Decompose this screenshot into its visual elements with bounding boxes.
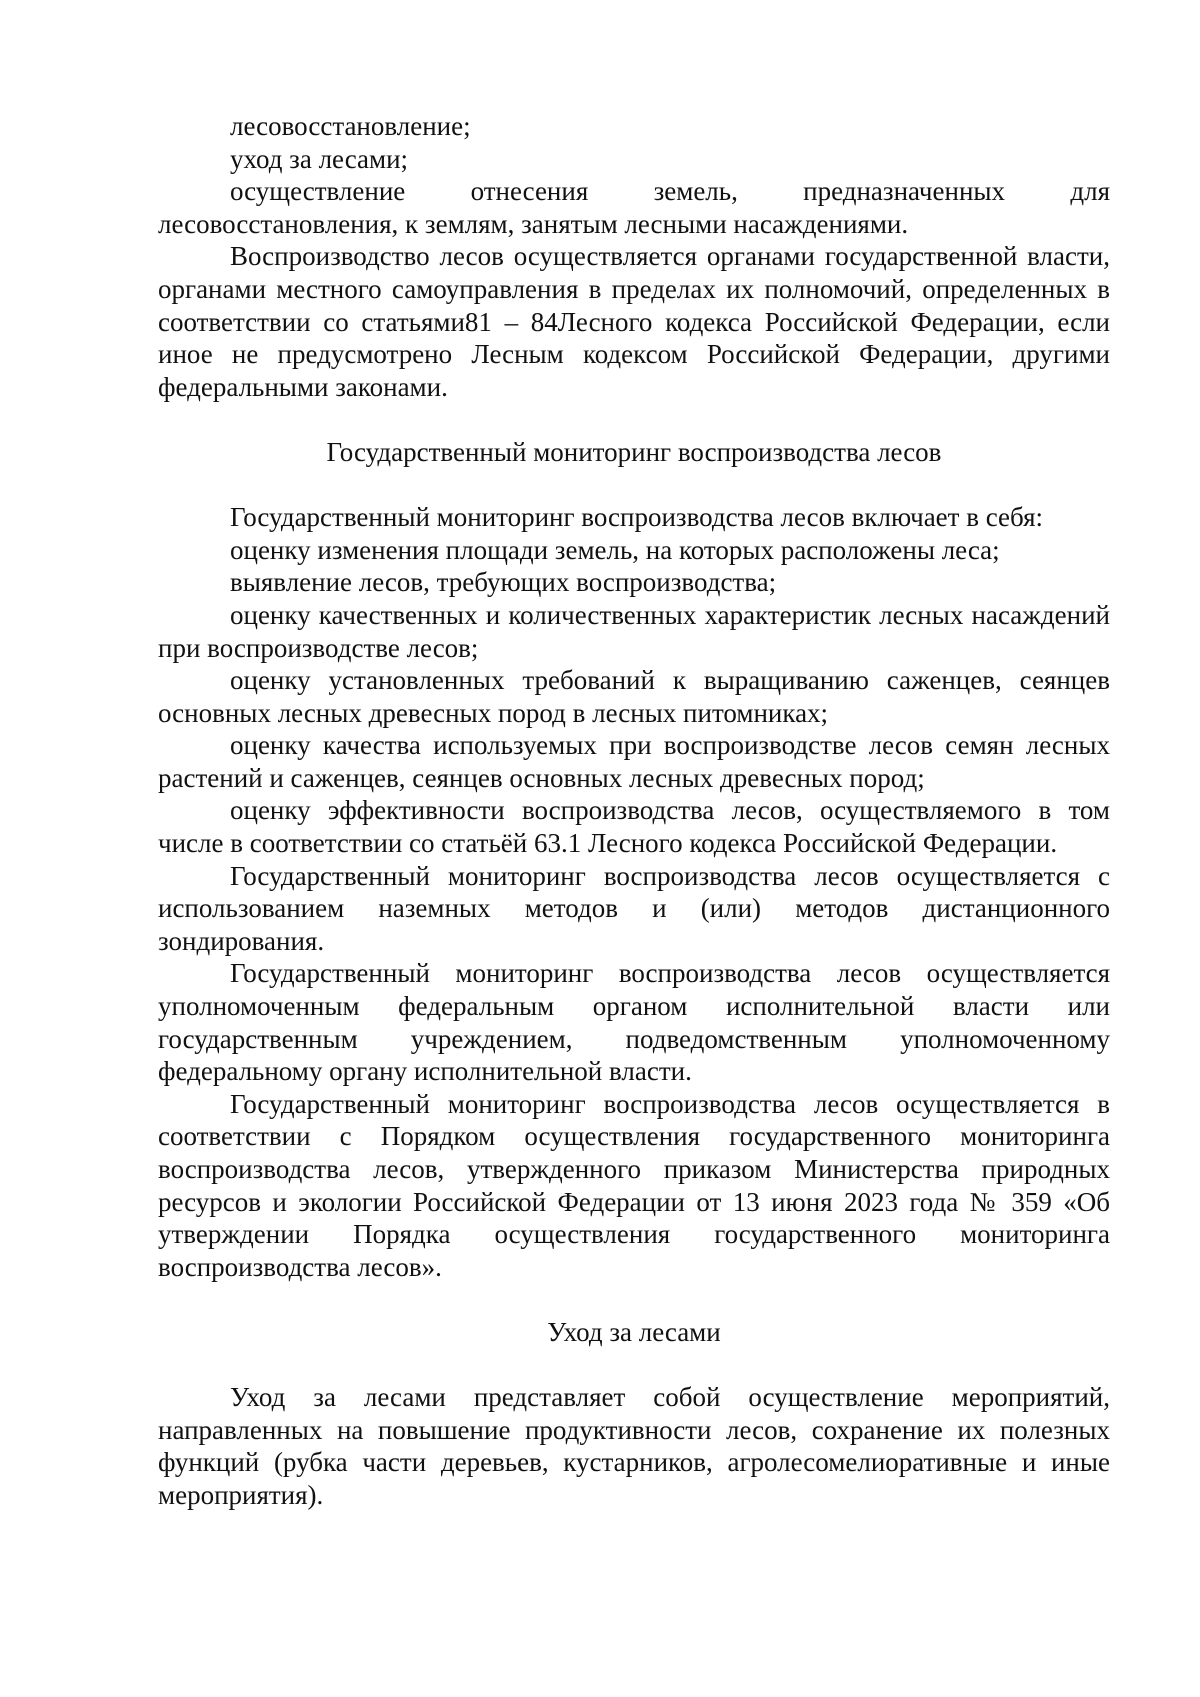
paragraph: Государственный мониторинг воспроизводства лесов осуществляется в соответствии с Порядком осуществления государственного мониторинга воспроизводства лесов, утвержденного приказом Министерства природных ресурсов и экологии Российской Федерации от 13 июня 2023 года № 359 «Об утверждении Порядка осуществления государственного мониторинга воспроизводства лесов». [158, 1088, 1110, 1282]
document-page [158, 110, 1110, 1512]
paragraph: Воспроизводство лесов осуществляется органами государственной власти, органами местного самоуправления в пределах их полномочий, определенных в соответствии со статьями81 – 84Лесного кодекса Российской Федерации, если иное не предусмотрено Лесным кодексом Российской Федерации, другими федеральными законами. [158, 241, 1110, 402]
paragraph: Государственный мониторинг воспроизводства лесов осуществляется уполномоченным федеральным органом исполнительной власти или государственным учреждением, подведомственным уполномоченному федеральному органу исполнительной власти. [158, 958, 1110, 1087]
spacer [158, 1349, 1110, 1382]
paragraph: оценку качества используемых при воспроизводстве лесов семян лесных растений и саженцев, сеянцев основных лесных древесных пород; [158, 730, 1110, 793]
paragraph: осуществление отнесения земель, предназначенных для лесовосстановления, к землям, занятым лесными насаждениями. [158, 176, 1110, 239]
paragraph: оценку качественных и количественных характеристик лесных насаждений при воспроизводстве лесов; [158, 599, 1110, 663]
paragraph: уход за лесами; [230, 143, 409, 174]
section-heading: Уход за лесами [547, 1316, 721, 1347]
paragraph: оценку установленных требований к выращиванию саженцев, сеянцев основных лесных древесных пород в лесных питомниках; [158, 665, 1110, 728]
paragraph: лесовосстановление; [230, 111, 471, 141]
paragraph: оценку изменения площади земель, на которых расположены леса; [230, 534, 1000, 565]
paragraph: Уход за лесами представляет собой осуществление мероприятий, направленных на повышение продуктивности лесов, сохранение их полезных функций (рубка части деревьев, кустарников, агролесомелиоративные и иные мероприятия). [158, 1382, 1110, 1510]
paragraph: оценку эффективности воспроизводства лесов, осуществляемого в том числе в соответствии со статьёй 63.1 Лесного кодекса Российской Федерации. [158, 795, 1110, 859]
paragraph: выявление лесов, требующих воспроизводства; [230, 567, 777, 598]
paragraph: Государственный мониторинг воспроизводства лесов включает в себя: [230, 502, 1043, 533]
spacer [158, 469, 1110, 502]
paragraph: Государственный мониторинг воспроизводства лесов осуществляется с использованием наземных методов и (или) методов дистанционного зондирования. [158, 860, 1110, 956]
spacer [158, 1283, 1110, 1316]
section-heading: Государственный мониторинг воспроизводства лесов [326, 436, 942, 467]
spacer [158, 403, 1110, 436]
